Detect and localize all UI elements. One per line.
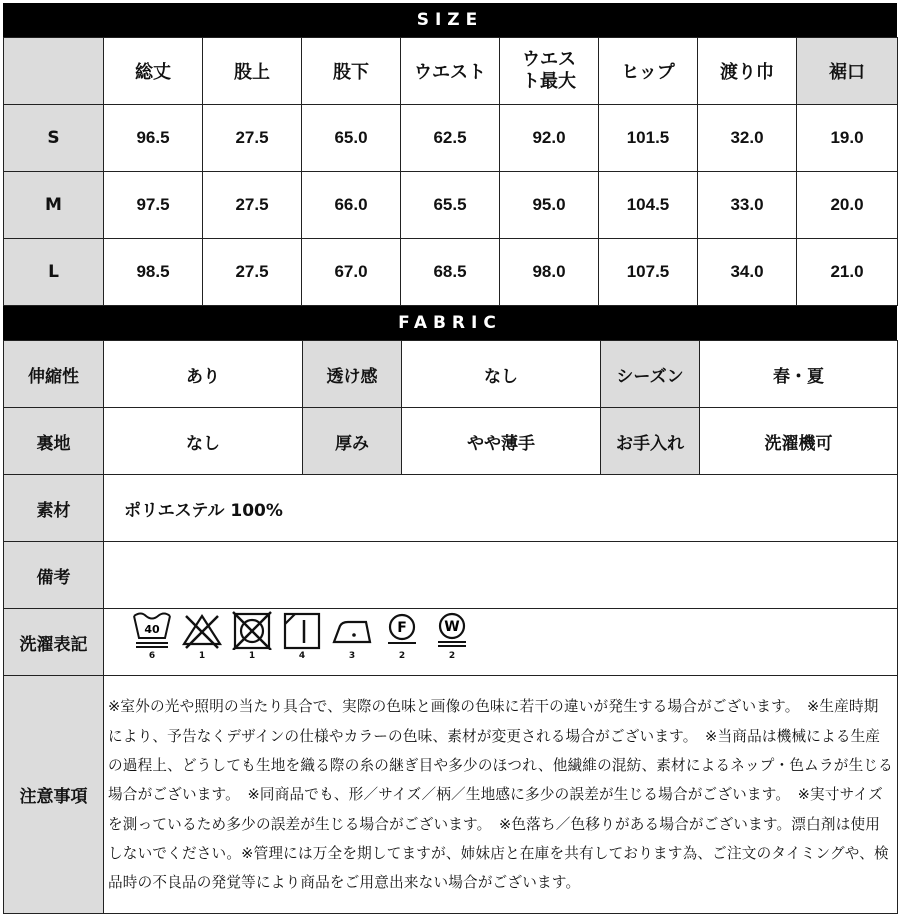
size-cell: 65.5 — [401, 172, 500, 239]
remarks-label: 備考 — [4, 542, 104, 609]
lining-value: なし — [104, 408, 303, 475]
material-value: ポリエステル 100% — [104, 475, 898, 542]
care-code: 1 — [248, 651, 256, 661]
header-rise: 股上 — [203, 38, 302, 105]
size-cell: 27.5 — [203, 239, 302, 306]
size-cell: 19.0 — [797, 105, 898, 172]
season-value: 春・夏 — [700, 341, 898, 408]
lining-label: 裏地 — [4, 408, 104, 475]
wash-40-icon — [130, 610, 174, 661]
size-cell: 32.0 — [698, 105, 797, 172]
care-code: 1 — [198, 651, 206, 661]
dry-clean-letter: F — [397, 620, 407, 636]
fabric-section-title: FABRIC — [3, 306, 897, 340]
notes-label: 注意事項 — [4, 676, 104, 914]
size-header-corner — [4, 38, 104, 105]
header-total-length: 総丈 — [104, 38, 203, 105]
size-cell: 107.5 — [599, 239, 698, 306]
notes-text: ※室外の光や照明の当たり具合で、実際の色味と画像の色味に若干の違いが発生する場合がございます。 ※生産時期により、予告なくデザインの仕様やカラーの色味、素材が変更される場合がございます。 ※当商品は機械による生産の過程上、どうしても生地を織る際の糸の継ぎ目や多少のほつれ、他繊維の混紡、素材によるネップ・色ムラが生じる場合がございます。 ※同商品でも、形／サイズ／柄／生地感に多少の誤差が生じる場合がございます。 ※実寸サイズを測っているため多少の誤差が生じる場合がございます。 ※色落ち／色移りがある場合がございます。漂白剤は使用しないでください。※管理には万全を期してますが、姉妹店と在庫を共有しております為、ご注文のタイミングや、検品時の不良品の発覚等により商品をご用意出来ない場合がございます。 — [104, 676, 898, 914]
size-cell: 95.0 — [500, 172, 599, 239]
care-code: 2 — [448, 651, 456, 661]
laundry-symbols — [104, 609, 898, 676]
size-table — [3, 37, 898, 306]
remarks-value — [104, 542, 898, 609]
fabric-table — [3, 340, 898, 914]
size-section-title: SIZE — [3, 3, 897, 37]
no-bleach-icon — [180, 610, 224, 661]
header-waist: ウエスト — [401, 38, 500, 105]
size-cell: 98.5 — [104, 239, 203, 306]
size-cell: 20.0 — [797, 172, 898, 239]
dry-clean-f-icon — [380, 610, 424, 661]
stretch-value: あり — [104, 341, 303, 408]
care-code: 2 — [398, 651, 406, 661]
size-cell: 65.0 — [302, 105, 401, 172]
size-row-l — [4, 239, 898, 306]
line-dry-shade-icon — [280, 610, 324, 661]
size-cell: 34.0 — [698, 239, 797, 306]
header-hem: 裾口 — [797, 38, 898, 105]
size-label: L — [4, 239, 104, 306]
sheer-value: なし — [402, 341, 601, 408]
size-cell: 67.0 — [302, 239, 401, 306]
size-row-s — [4, 105, 898, 172]
size-cell: 97.5 — [104, 172, 203, 239]
header-hip: ヒップ — [599, 38, 698, 105]
size-cell: 62.5 — [401, 105, 500, 172]
iron-low-icon — [330, 610, 374, 661]
laundry-label: 洗濯表記 — [4, 609, 104, 676]
size-cell: 92.0 — [500, 105, 599, 172]
size-cell: 104.5 — [599, 172, 698, 239]
size-cell: 68.5 — [401, 239, 500, 306]
header-inseam: 股下 — [302, 38, 401, 105]
stretch-label: 伸縮性 — [4, 341, 104, 408]
size-cell: 33.0 — [698, 172, 797, 239]
sheer-label: 透け感 — [303, 341, 402, 408]
size-cell: 27.5 — [203, 172, 302, 239]
care-code: 6 — [148, 651, 156, 661]
size-cell: 66.0 — [302, 172, 401, 239]
care-label: お手入れ — [601, 408, 700, 475]
season-label: シーズン — [601, 341, 700, 408]
care-value: 洗濯機可 — [700, 408, 898, 475]
size-cell: 101.5 — [599, 105, 698, 172]
header-thigh: 渡り巾 — [698, 38, 797, 105]
wet-clean-letter: W — [444, 619, 460, 635]
care-code: 4 — [298, 651, 306, 661]
wash-temp: 40 — [144, 623, 160, 636]
thickness-label: 厚み — [303, 408, 402, 475]
care-code: 3 — [348, 651, 356, 661]
size-row-m — [4, 172, 898, 239]
thickness-value: やや薄手 — [402, 408, 601, 475]
material-label: 素材 — [4, 475, 104, 542]
size-cell: 21.0 — [797, 239, 898, 306]
size-label: M — [4, 172, 104, 239]
size-cell: 98.0 — [500, 239, 599, 306]
size-cell: 27.5 — [203, 105, 302, 172]
header-waist-max: ウエスト最大 — [500, 38, 599, 105]
size-label: S — [4, 105, 104, 172]
no-tumble-dry-icon — [230, 610, 274, 661]
size-cell: 96.5 — [104, 105, 203, 172]
wet-clean-w-icon — [430, 610, 474, 661]
